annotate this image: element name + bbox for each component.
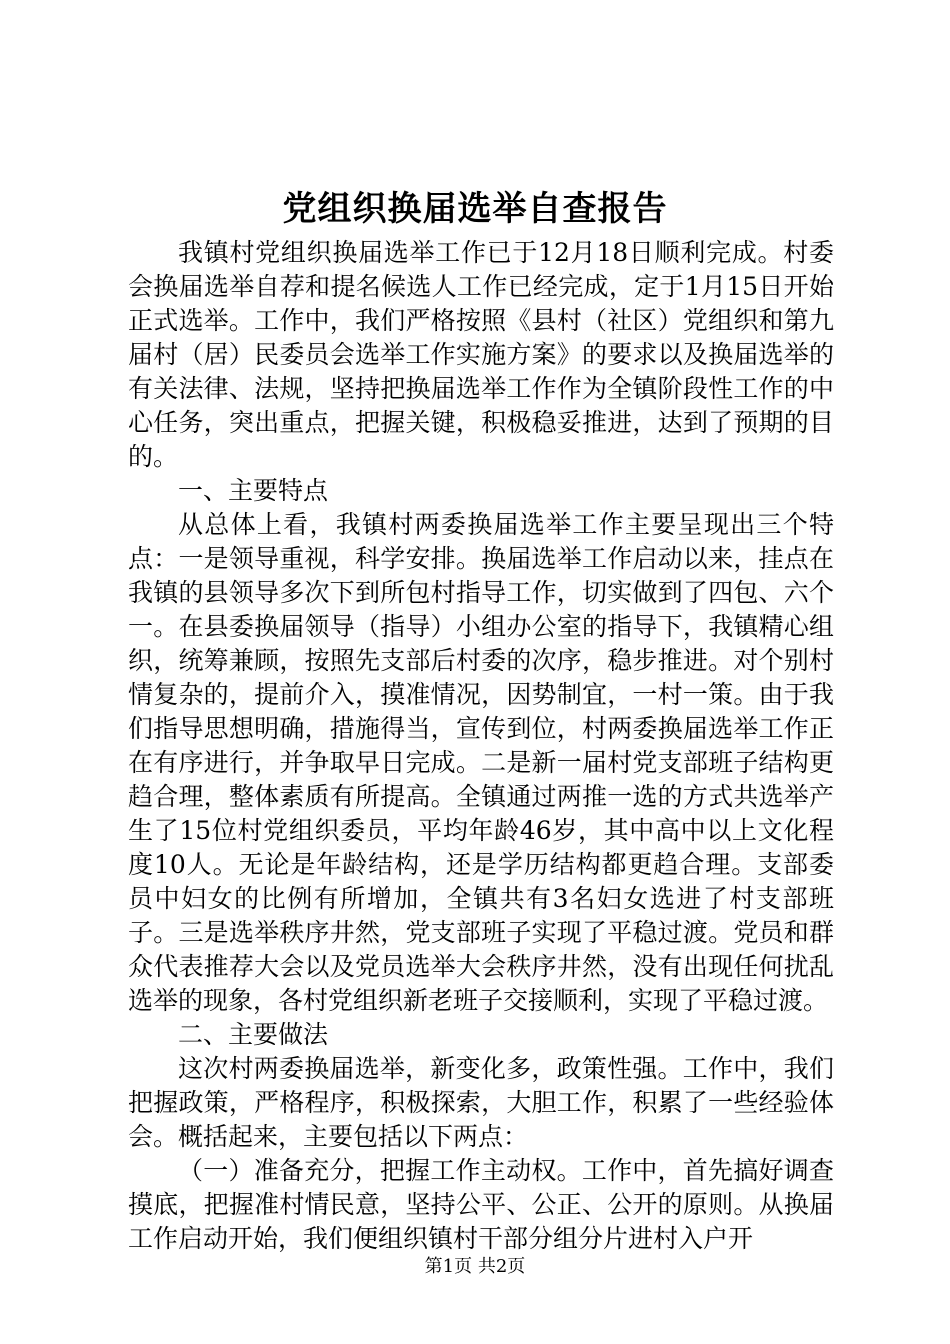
paragraph-intro: 我镇村党组织换届选举工作已于12月18日顺利完成。村委会换届选举自荐和提名候选人工作已经完成，定于1月15日开始正式选举。工作中，我们严格按照《县村（社区）党组织和第九届村（居）民委员会选举工作实施方案》的要求以及换届选举的有关法律、法规，坚持把换届选举工作作为全镇阶段性工作的中心任务，突出重点，把握关键，积极稳妥推进，达到了预期的目的。 [128,238,834,471]
document-title: 党组织换届选举自查报告 [282,189,668,229]
document-body [128,236,834,1256]
paragraph-methods-intro: 这次村两委换届选举，新变化多，政策性强。工作中，我们把握政策，严格程序，积极探索，大胆工作，积累了一些经验体会。概括起来，主要包括以下两点： [128,1054,834,1151]
paragraph-features: 从总体上看，我镇村两委换届选举工作主要呈现出三个特点：一是领导重视，科学安排。换届选举工作启动以来，挂点在我镇的县领导多次下到所包村指导工作，切实做到了四包、六个一。在县委换届领导（指导）小组办公室的指导下，我镇精心组织，统筹兼顾，按照先支部后村委的次序，稳步推进。对个别村情复杂的，提前介入，摸准情况，因势制宜，一村一策。由于我们指导思想明确，措施得当，宣传到位，村两委换届选举工作正在有序进行，并争取早日完成。二是新一届村党支部班子结构更趋合理，整体素质有所提高。全镇通过两推一选的方式共选举产生了15位村党组织委员，平均年龄46岁，其中高中以上文化程度10人。无论是年龄结构，还是学历结构都更趋合理。支部委员中妇女的比例有所增加，全镇共有3名妇女选进了村支部班子。三是选举秩序井然，党支部班子实现了平稳过渡。党员和群众代表推荐大会以及党员选举大会秩序井然，没有出现任何扰乱选举的现象，各村党组织新老班子交接顺利，实现了平稳过渡。 [128,510,834,1015]
section-heading-methods: 二、主要做法 [178,1020,329,1049]
paragraph-preparation: （一）准备充分，把握工作主动权。工作中，首先搞好调查摸底，把握准村情民意，坚持公平、公正、公开的原则。从换届工作启动开始，我们便组织镇村干部分组分片进村入户开 [128,1156,834,1253]
page-number-footer: 第1页 共2页 [424,1256,526,1277]
section-heading-features: 一、主要特点 [178,476,329,505]
